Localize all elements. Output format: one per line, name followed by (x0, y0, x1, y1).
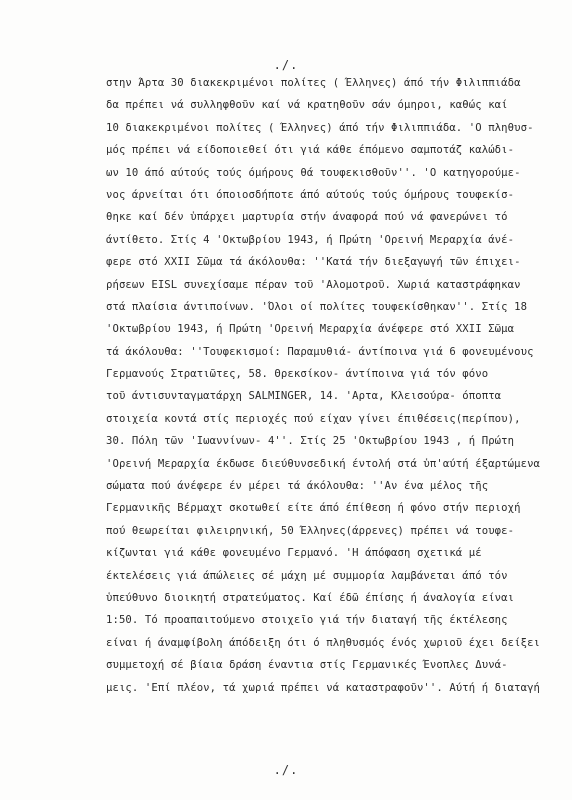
text-line: τοῦ άντισυνταγματάρχη SALMINGER, 14. 'Αρτα, Κλεισούρα- όποπτα (106, 390, 502, 403)
body-text (106, 72, 568, 699)
text-line: συμμετοχή σέ βίαια δράση έναντια στίς Γερμανικές Ένοπλες Δυνά- (106, 659, 508, 672)
text-line: 30. Πόλη τῶν 'Ιωαννίνων- 4''. Στίς 25 'Οκτωβρίου 1943 , ή Πρώτη (106, 435, 515, 448)
text-line: νος άρνείται ότι όποιοσδήποτε άπό αύτούς τούς όμήρους τουφεκίσ- (106, 188, 515, 201)
text-line: πού θεωρείται φιλειρηνική, 50 Έλληνες(άρρενες) πρέπει νά τουφε- (106, 524, 515, 537)
text-line: δα πρέπει νά συλληφθοῦν καί νά κρατηθοῦν σάν όμηροι, καθώς καί (106, 99, 508, 112)
text-line: είναι ή άναμφίβολη άπόδειξη ότι ό πληθυσμός ένός χωριοῦ έχει δείξει (106, 636, 541, 649)
text-line: ων 10 άπό αύτούς τούς όμήρους θά τουφεκισθοῦν''. 'Ο κατηγορούμε- (106, 166, 521, 179)
text-line: φερε στό XXII Σῶμα τά άκόλουθα: ''Κατά τήν διεξαγωγή τῶν έπιχει- (106, 256, 521, 269)
text-line: Γερμανούς Στρατιῶτες, 58. Θρεκσίκον- άντίποινα γιά τόν φόνο (106, 368, 489, 381)
text-line: άντίθετο. Στίς 4 'Οκτωβρίου 1943, ή Πρώτη 'Ορεινή Μεραρχία άνέ- (106, 233, 515, 246)
text-line: έκτελέσεις γιά άπώλειες σέ μάχη μέ συμμορία λαμβάνεται άπό τόν (106, 569, 508, 582)
text-line: μός πρέπει νά είδοποιεθεί ότι γιά κάθε έπόμενο σαμποτάζ καλώδι- (106, 144, 515, 157)
text-line: Γερμανικῆς Βέρμαχτ σκοτωθεί είτε άπό έπίθεση ή φόνο στήν περιοχή (106, 502, 521, 515)
text-line: 'Οκτωβρίου 1943, ή Πρώτη 'Ορεινή Μεραρχία άνέφερε στό XXII Σῶμα (106, 323, 515, 336)
page-marker-top: ./. (273, 58, 299, 72)
text-line: στοιχεία κοντά στίς περιοχές πού είχαν γίνει έπιθέσεις(περίπου), (106, 412, 521, 425)
text-line: θηκε καί δέν ὑπάρχει μαρτυρία στήν άναφορά πού νά φανερώνει τό (106, 211, 508, 224)
text-line: σώματα πού άνέφερε έν μέρει τά άκόλουθα: ''Αν ένα μέλος τῆς (106, 480, 489, 493)
text-line: 'Ορεινή Μεραρχία έκδωσε διεύθυνσεδική έντολή στά ὑπ'αύτή έξαρτώμενα (106, 457, 541, 470)
text-line: κίζωνται γιά κάθε φονευμένο Γερμανό. 'Η άπόφαση σχετικά μέ (106, 547, 482, 560)
text-line: 10 διακεκριμένοι πολίτες ( Έλληνες) άπό τήν Φιλιππιάδα. 'Ο πληθυσ- (106, 121, 534, 134)
text-line: μεις. 'Επί πλέον, τά χωριά πρέπει νά καταστραφοῦν''. Αύτή ή διαταγή (106, 681, 541, 694)
text-line: στά πλαίσια άντιποίνων. 'Όλοι οί πολίτες τουφεκίσθηκαν''. Στίς 18 (106, 300, 528, 313)
text-line: ὑπεύθυνο διοικητή στρατεύματος. Καί έδῶ έπίσης ή άναλογία είναι (106, 591, 515, 604)
text-line: στην Άρτα 30 διακεκριμένοι πολίτες ( Έλληνες) άπό τήν Φιλιππιάδα (106, 77, 521, 89)
text-line: ρήσεων EISL συνεχίσαμε πέραν τοῦ 'Αλομοτροῦ. Χωριά καταστράφηκαν (106, 278, 521, 291)
text-line: τά άκόλουθα: ''Τουφεκισμοί: Παραμυθιά- άντίποινα γιά 6 φονευμένους (106, 345, 534, 358)
text-line: 1:50. Τό προαπαιτούμενο στοιχεῖο γιά τήν διαταγή τῆς έκτέλεσης (106, 614, 508, 627)
page-marker-bottom: ./. (273, 763, 299, 777)
